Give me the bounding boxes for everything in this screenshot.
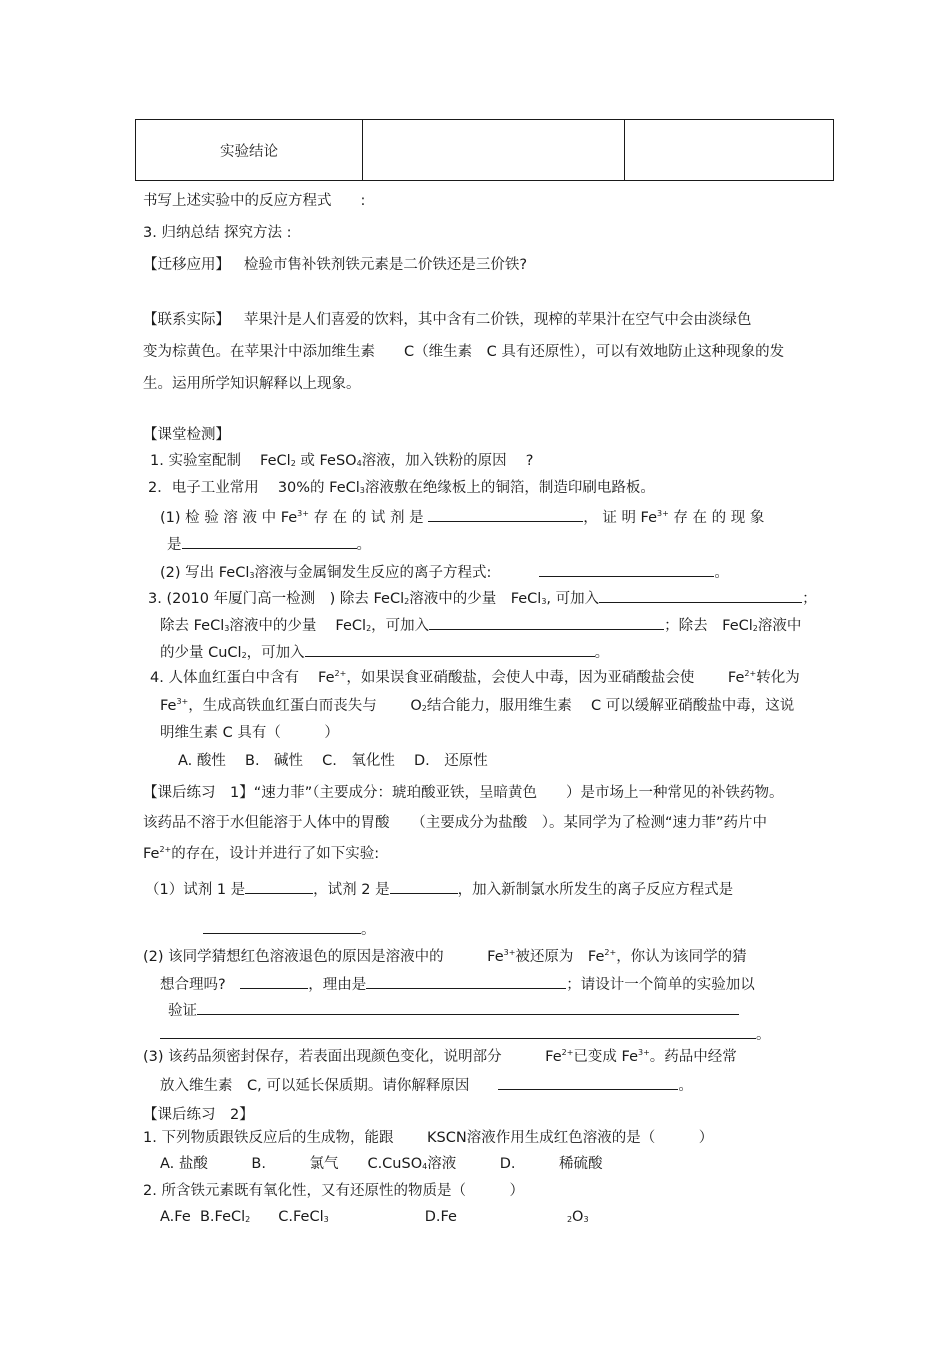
section-tag: 【联系实际】 xyxy=(143,312,230,328)
answer-blank[interactable] xyxy=(197,1000,739,1015)
answer-blank[interactable] xyxy=(366,974,566,989)
question-2-1-cont: 是 。 xyxy=(167,534,371,554)
section-tag: 【迁移应用】 xyxy=(143,257,230,273)
answer-blank[interactable] xyxy=(245,879,313,894)
answer-blank[interactable] xyxy=(539,562,714,577)
answer-blank[interactable] xyxy=(429,615,664,630)
homework-2-q1: 1. 下列物质跟铁反应后的生成物，能跟 KSCN溶液作用生成红色溶液的是（ ） xyxy=(143,1130,714,1146)
question-4-cont: $Fe^{3+}$，生成高铁血红蛋白而丧失与 $O_2$结合能力，服用维生素 C 可以缓解亚硝酸盐中毒，这说 xyxy=(160,697,795,714)
section-heading: 【课堂检测】 xyxy=(143,427,230,443)
homework-1-q2-verify: 验证 xyxy=(168,1000,739,1020)
equation-prompt: 书写上述实验中的反应方程式 : xyxy=(143,193,366,209)
homework-1-q1: （1）试剂 1 是 ，试剂 2 是 ，加入新制氯水所发生的离子反应方程式是 xyxy=(145,879,733,899)
answer-blank[interactable] xyxy=(498,1075,678,1090)
table-cell-empty xyxy=(363,120,625,181)
answer-blank[interactable] xyxy=(428,507,583,522)
homework-1-q2-cont: 想合理吗? ，理由是 ；请设计一个简单的实验加以 xyxy=(160,974,755,994)
table-cell-empty xyxy=(625,120,834,181)
answer-blank[interactable] xyxy=(160,1024,756,1039)
question-1: 1. 实验室配制 FeCl$_2$ 或 FeSO$_4$溶液，加入铁粉的原因 ? xyxy=(150,453,534,469)
homework-1-line3: $Fe^{2+}$的存在，设计并进行了如下实验: xyxy=(143,845,380,862)
homework-1-q3: (3) 该药品须密封保存，若表面出现颜色变化，说明部分 $Fe^{2+}$已变成 $Fe^{3+}$。药品中经常 xyxy=(143,1048,737,1065)
table-cell-label: 实验结论 xyxy=(136,120,363,181)
answer-blank[interactable] xyxy=(305,642,595,657)
practice-line-1: 【联系实际】 苹果汁是人们喜爱的饮料，其中含有二价铁，现榨的苹果汁在空气中会由淡绿色 xyxy=(143,312,752,328)
homework-1-q2: (2) 该同学猜想红色溶液退色的原因是溶液中的 $Fe^{3+}$被还原为 $Fe^{2+}$，你认为该同学的猜 xyxy=(143,948,747,965)
question-3-cont2: 的少量 CuCl$_2$，可加入 。 xyxy=(160,642,609,662)
question-4-cont2: 明维生素 C 具有（ ） xyxy=(160,725,339,741)
question-2: 2．电子工业常用 30%的 FeCl$_3$溶液敷在绝缘板上的铜箔，制造印刷电路板。 xyxy=(148,480,655,496)
question-3-cont: 除去 FeCl$_3$溶液中的少量 FeCl$_2$，可加入 ；除去 FeCl$_2$溶液中 xyxy=(160,615,801,635)
answer-blank[interactable] xyxy=(599,588,802,603)
summary-heading: 3. 归纳总结 探究方法 : xyxy=(143,225,292,241)
answer-blank[interactable] xyxy=(240,974,308,989)
homework-1: 【课后练习 1】“速力菲”（主要成分：琥珀酸亚铁，呈暗黄色 ）是市场上一种常见的补铁药物。 xyxy=(143,785,784,801)
question-2-2: (2) 写出 FeCl$_3$溶液与金属铜发生反应的离子方程式: 。 xyxy=(160,562,729,582)
answer-blank[interactable] xyxy=(203,919,361,934)
homework-2-heading: 【课后练习 2】 xyxy=(143,1107,254,1123)
question-4-options: A. 酸性 B. 碱性 C. 氧化性 D. 还原性 xyxy=(178,753,488,769)
answer-blank[interactable] xyxy=(390,879,458,894)
homework-1-q1-blank: 。 xyxy=(203,919,376,939)
homework-2-q2-options: A.Fe B.FeCl$_2$ C.FeCl$_3$ D.Fe $_2O_3$ xyxy=(160,1209,589,1225)
application-line: 【迁移应用】 检验市售补铁剂铁元素是二价铁还是三价铁? xyxy=(143,257,528,273)
homework-2-q1-options: A. 盐酸 B. 氯气 C.CuSO$_4$溶液 D. 稀硫酸 xyxy=(160,1156,603,1172)
question-3: 3. (2010 年厦门高一检测 ) 除去 FeCl$_2$溶液中的少量 FeCl$_3$, 可加入 ； xyxy=(148,588,817,608)
homework-2-q2: 2. 所含铁元素既有氧化性，又有还原性的物质是（ ） xyxy=(143,1183,524,1199)
practice-line-3: 生。运用所学知识解释以上现象。 xyxy=(143,376,361,392)
question-4: 4. 人体血红蛋白中含有 $Fe^{2+}$，如果误食亚硝酸盐，会使人中毒，因为亚硝酸盐会使 $Fe^{2+}$转化为 xyxy=(150,669,800,686)
results-table xyxy=(135,119,834,181)
homework-1-q2-verify-cont: 。 xyxy=(160,1024,771,1044)
answer-blank[interactable] xyxy=(182,534,357,549)
table-row xyxy=(136,120,834,181)
homework-1-q3-cont: 放入维生素 C, 可以延长保质期。请你解释原因 。 xyxy=(160,1075,693,1095)
practice-line-2: 变为棕黄色。在苹果汁中添加维生素 C（维生素 C 具有还原性），可以有效地防止这种现象的发 xyxy=(143,344,785,360)
question-2-1: (1) 检 验 溶 液 中 $Fe^{3+}$ 存 在 的 试 剂 是 ， 证 明 $Fe^{3+}$ 存 在 的 现 象 xyxy=(160,509,765,526)
homework-1-line2: 该药品不溶于水但能溶于人体中的胃酸 （主要成分为盐酸 ）。某同学为了检测“速力菲”药片中 xyxy=(143,815,768,831)
